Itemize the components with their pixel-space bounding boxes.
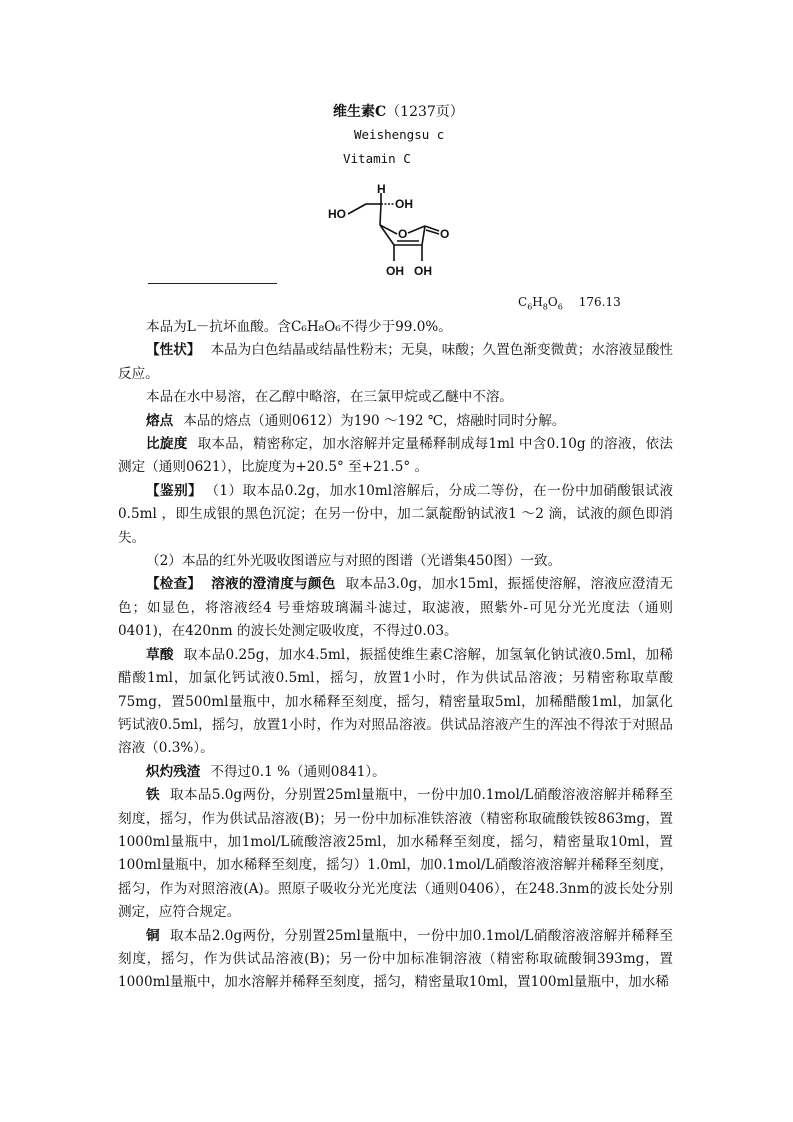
label-oh-bottom-left: OH [386, 264, 404, 278]
clarity-heading: 溶液的澄清度与颜色 [211, 576, 336, 593]
title-name: 维生素C [333, 104, 387, 120]
latin-name: Vitamin C [343, 151, 411, 166]
ring-bond-2 [408, 226, 425, 233]
residue-paragraph: 炽灼残渣 不得过0.1 %（通则0841）。 [146, 763, 386, 780]
intro-paragraph: 本品为L－抗坏血酸。含C₆H₈O₆不得少于99.0%。 [146, 319, 452, 335]
identification-paragraph-2: （2）本品的红外光吸收图谱应与对照的图谱（光谱集450图）一致。 [146, 553, 562, 570]
specific-rotation-paragraph: 比旋度 取本品，精密称定，加水溶解并定量稀释制成每1ml 中含0.10g 的溶液，依法测定（通则0621），比旋度为+20.5° 至+21.5° 。 [118, 436, 674, 476]
label-o-carbonyl: O [440, 227, 450, 241]
label-ho-left: HO [328, 207, 346, 221]
melting-point-heading: 熔点 [146, 412, 174, 429]
label-h: H [377, 182, 386, 196]
iron-heading: 铁 [146, 787, 160, 804]
tests-paragraph: 【检查】 溶液的澄清度与颜色 取本品3.0g，加水15ml，振摇使溶解，溶液应澄清无色；如显色，将溶液经4 号垂熔玻璃漏斗滤过，取滤液，照紫外-可见分光光度法（通则0401)，在420nm 的波长处测定吸收度，不得过0.03。 [118, 576, 674, 640]
oxalic-acid-paragraph: 草酸 取本品0.25g，加水4.5ml，振摇使维生素C溶解，加氢氧化钠试液0.5ml，加稀醋酸1ml，加氯化钙试液0.5ml，摇匀，放置1小时，作为供试品溶液；另精密称取草酸75mg，置500ml量瓶中，加水稀释至刻度，摇匀，精密量取5ml，加稀醋酸1ml，加氯化钙试液0.5ml，摇匀，放置1小时，作为对照品溶液。供试品溶液产生的浑浊不得浓于对照品溶液（0.3%）。 [118, 646, 673, 757]
bond-ho-ch2 [348, 204, 366, 214]
residue-heading: 炽灼残渣 [146, 763, 201, 780]
molecular-formula: $C_6H_8O_6$ 176.13 [518, 295, 621, 312]
monograph-body [118, 316, 673, 995]
characters-heading: 【性状】 [146, 342, 201, 359]
pinyin-name: Weishengsu c [354, 127, 445, 142]
ring-bond-3 [422, 226, 425, 245]
identification-paragraph-1: 【鉴别】 （1）取本品0.2g，加水10ml溶解后，分成二等份，在一份中加硝酸银试液0.5ml ，即生成银的黑色沉淀；在另一份中，加二氯靛酚钠试液1 ～2 滴，试液的颜色即消失。 [118, 482, 674, 546]
monograph-title [333, 101, 464, 121]
title-page-ref: （1237页） [386, 104, 464, 120]
solubility-paragraph: 本品在水中易溶，在乙醇中略溶，在三氯甲烷或乙醚中不溶。 [146, 389, 514, 406]
specific-rotation-heading: 比旋度 [146, 436, 188, 453]
tests-heading: 【检查】 [146, 576, 202, 593]
label-o-ring: O [398, 227, 408, 241]
label-oh-top: OH [395, 197, 413, 211]
identification-heading: 【鉴别】 [146, 482, 203, 499]
divider-line [148, 283, 277, 284]
iron-paragraph: 铁 取本品5.0g两份，分别置25ml量瓶中，一份中加0.1mol/L硝酸溶液溶解并稀释至刻度，摇匀，作为供试品溶液(B)；另一份中加标准铁溶液（精密称取硫酸铁铵863mg，置1000ml量瓶中，加1mol/L硫酸溶液25ml，加水稀释至刻度，摇匀，精密量取10ml，置100ml量瓶中，加水稀释至刻度，摇匀）1.0ml，加0.1mol/L硝酸溶液溶解并稀释至刻度，摇匀，作为对照溶液(A)。照原子吸收分光光度法（通则0406），在248.3nm的波长处分别测定，应符合规定。 [118, 787, 673, 921]
copper-heading: 铜 [146, 927, 160, 944]
melting-point-paragraph: 熔点 本品的熔点（通则0612）为190 ～192 ℃，熔融时同时分解。 [146, 412, 566, 429]
structure-diagram [318, 182, 468, 282]
oxalic-acid-heading: 草酸 [146, 646, 174, 663]
copper-paragraph: 铜 取本品2.0g两份，分别置25ml量瓶中，一份中加0.1mol/L硝酸溶液溶解并稀释至刻度，摇匀，作为供试品溶液(B)；另一份中加标准铜溶液（精密称取硫酸铜393mg，置1000ml量瓶中，加水溶解并稀释至刻度，摇匀，精密量取10ml，置100ml量瓶中，加水稀 [118, 927, 673, 991]
characters-paragraph: 【性状】 本品为白色结晶或结晶性粉末；无臭，味酸；久置色渐变微黄；水溶液显酸性反应。 [118, 342, 674, 382]
bond-c-ring [380, 204, 381, 225]
label-oh-bottom-right: OH [414, 264, 432, 278]
molecular-weight: 176.13 [578, 295, 621, 309]
